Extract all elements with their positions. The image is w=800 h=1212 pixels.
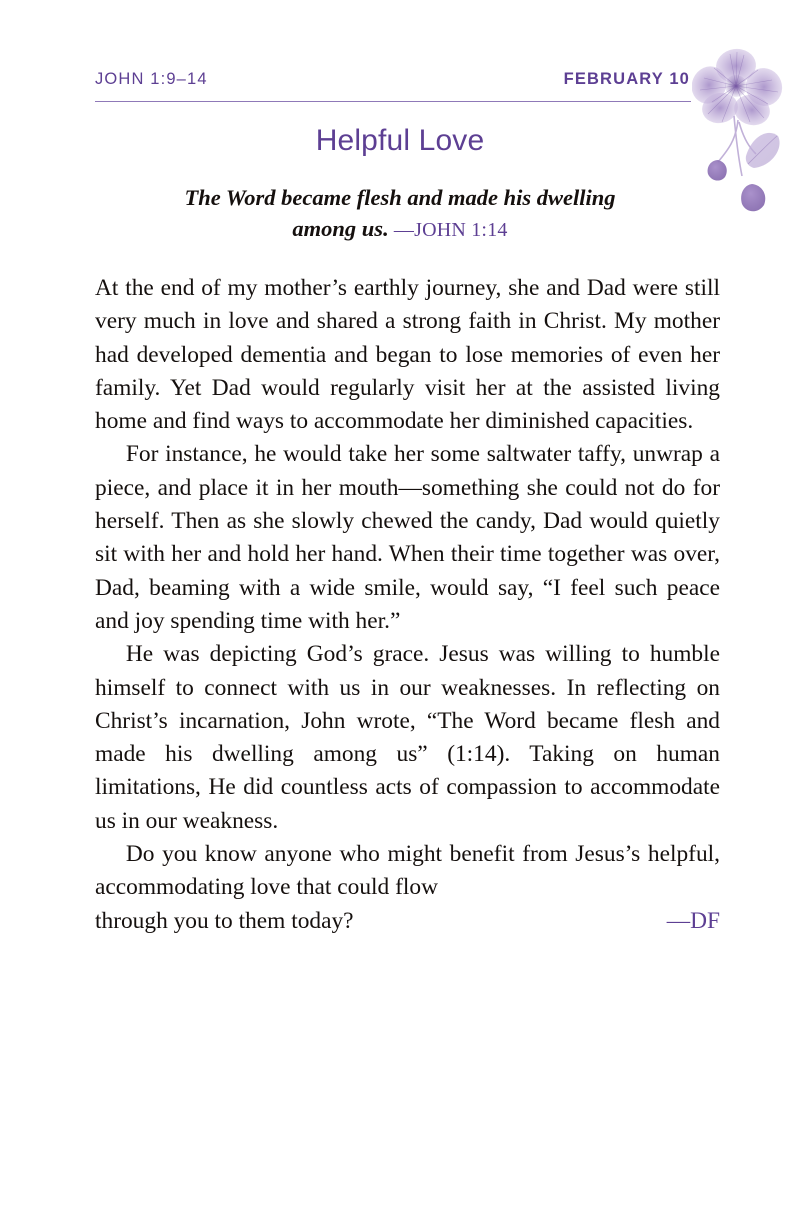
verse-citation-dash: —	[393, 219, 415, 241]
verse-citation-number: 1:14	[466, 219, 508, 241]
devotional-body	[95, 272, 720, 938]
verse-line-1: The Word became flesh and made his	[184, 185, 532, 210]
page-title: Helpful Love	[315, 124, 485, 157]
body-paragraph-4-tail: through you to them today?	[95, 907, 354, 934]
running-head	[95, 70, 690, 96]
body-paragraph-1: At the end of my mother’s earthly journey, she and Dad were still very much in love and shared a strong faith in Christ. My mother had developed dementia and began to lose memories of even her family. Yet Dad would regularly visit her at the assisted living home and find ways to accommodate her diminished capacities.	[95, 275, 720, 435]
body-paragraph-4	[95, 838, 720, 905]
running-head-scripture-reference: JOHN 1:9–14	[95, 70, 208, 88]
body-paragraph-3: He was depicting God’s grace. Jesus was willing to humble himself to connect with us in our weaknesses. In reflecting on Christ’s incarnation, John wrote, “The Word became flesh and made his dwelling among us” (1:14). Taking on human limitations, He did countless acts of compassion to accommodate us in our weakness.	[95, 641, 720, 834]
body-final-line	[95, 905, 720, 938]
verse-citation	[389, 219, 508, 241]
key-verse	[180, 182, 620, 246]
body-paragraph-4-main: Do you know anyone who might benefit from Jesus’s helpful, accommodating love that could flow	[95, 841, 720, 901]
author-signature: —DF	[666, 907, 720, 934]
body-paragraph-2: For instance, he would take her some saltwater taffy, unwrap a piece, and place it in her mouth—something she could not do for herself. Then as she slowly chewed the candy, Dad would quietly sit with her and hold her hand. When their time together was over, Dad, beaming with a wide smile, would say, “I feel such peace and joy spending time with her.”	[95, 441, 720, 634]
verse-line-2: dwelling among us.	[292, 185, 616, 241]
verse-citation-book: JOHN	[414, 219, 467, 241]
running-head-date: FEBRUARY 10	[563, 70, 690, 88]
header-divider-rule	[95, 101, 691, 102]
